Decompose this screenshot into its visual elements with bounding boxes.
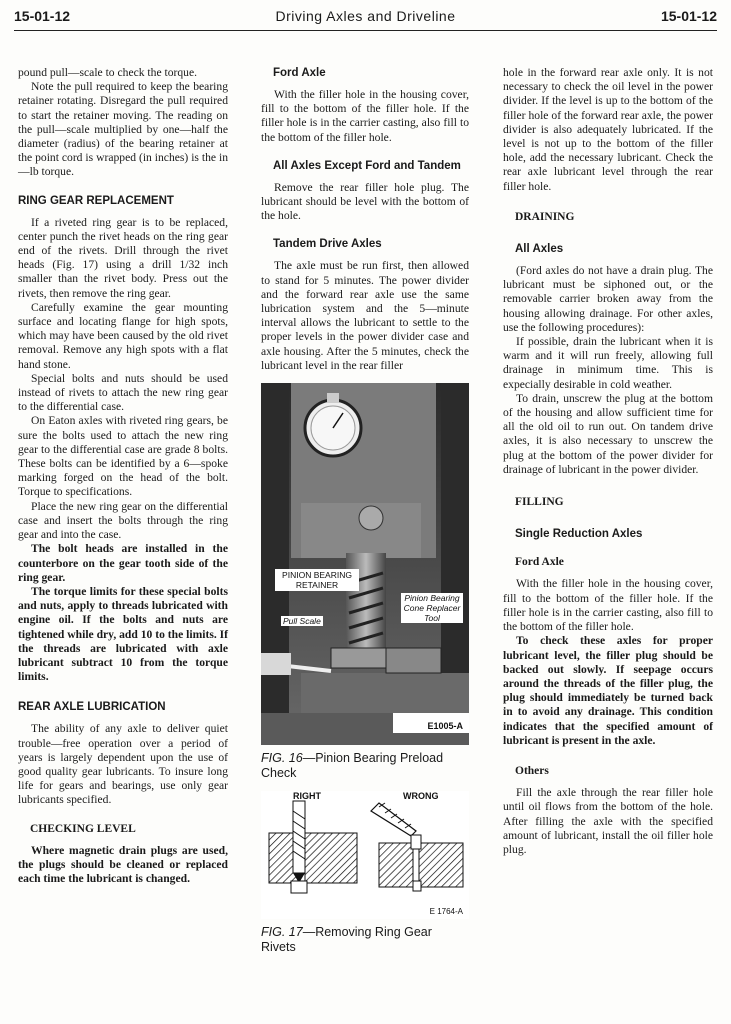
page-title: Driving Axles and Driveline [275,8,456,24]
paragraph: If possible, drain the lubricant when it is warm and it will run freely, allowing full drainage in minimum time. This is expecially desirable in cold weather. [503,335,713,391]
paragraph: Special bolts and nuts should be used instead of rivets to attach the new ring gear to the differential case. [18,371,228,414]
subheading-others: Others [515,764,549,777]
label-wrong: WRONG [403,791,439,802]
page-header [14,6,717,31]
section-heading-draining: DRAINING [515,210,575,223]
page-number-right: 15-01-12 [660,8,717,24]
section-heading-rear-axle-lubrication: REAR AXLE LUBRICATION [18,701,166,714]
section-heading-checking-level: CHECKING LEVEL [30,822,136,835]
paragraph: With the filler hole in the housing cover, fill to the bottom of the filler hole. If the filler hole is in the carrier casting, also fill to the bottom of the filler hole. [261,88,469,144]
figure-16-caption [261,751,469,781]
paragraph: To drain, unscrew the plug at the bottom of the housing and allow sufficient time for all the old oil to run out. On tandem drive axles, it is also necessary to unscrew the plug at the bottom of the power divider for drainage of lubricant in the power divider. [503,391,713,476]
section-heading-filling: FILLING [515,496,564,509]
column-3 [503,66,713,857]
paragraph: Fill the axle through the rear filler hole until oil flows from the bottom of the hole. After filling the axle with the specified amount of lubricant, install the oil filler hole plug. [503,786,713,856]
subheading-single-reduction: Single Reduction Axles [515,528,643,541]
figure-16-photo [261,383,469,745]
subheading-ford-axle: Ford Axle [273,67,326,79]
paragraph: Remove the rear filler hole plug. The lubricant should be level with the bottom of the hole. [261,180,469,223]
figure-17-caption [261,925,469,955]
section-heading-ring-gear: RING GEAR REPLACEMENT [18,194,174,207]
column-1 [18,66,228,886]
figure-17-code: E 1764-A [429,907,463,917]
figure-16-code: E1005-A [427,721,463,732]
label-pull-scale: Pull Scale [283,616,321,627]
paragraph: With the filler hole in the housing cover, fill to the bottom of the filler hole. If the filler hole is in the carrier casting, also fill to the bottom of the filler hole. [503,577,713,634]
paragraph-bold: To check these axles for proper lubricant level, the filler plug should be backed out slowly. If seepage occurs around the threads of the filler plug, the plug should immediately be turned back in to avoid any drainage. This condition indicates that the specified amount of lubricant is present in the axle. [503,634,713,747]
label-pinion-bearing-retainer: PINION BEARING RETAINER [275,569,359,591]
subheading-all-axles: All Axles [515,243,564,256]
paragraph: On Eaton axles with riveted ring gears, be sure the bolts used to attach the new ring gear to the differential case are grade 8 bolts. These bolts can be identified by a 6—spoke marking forged on the head of the bolt. Torque to specifications. [18,414,228,499]
paragraph-bold: The torque limits for these special bolts and nuts, apply to threads lubricated with engine oil. If the bolts and nuts are tightened while dry, add 10 to the limits. If the threads are lubricated with axle lubricant subtract 10 from the torque limits. [18,584,228,684]
page-number-left: 15-01-12 [14,8,71,24]
pinion-preload-photo-graphic [261,383,469,745]
paragraph: pound pull—scale to check the torque. [18,66,198,79]
rivet-removal-drawing [261,791,469,919]
figure-16-caption-text: —Pinion Bearing Preload Check [261,751,444,781]
paragraph-bold: Where magnetic drain plugs are used, the plugs should be cleaned or replaced each time the lubricant is changed. [18,843,228,886]
paragraph: Place the new ring gear on the differential case and insert the bolts through the ring gear and into the case. [18,499,228,542]
paragraph: The axle must be run first, then allowed to stand for 5 minutes. The power divider and the forward rear axle use the same lubrication system and the 5—minute interval allows the lubricant to settle to the proper levels in the power divider case and axle housing. After the 5 minutes, check the lubricant level in the rear filler [261,259,469,372]
subheading-all-axles-except: All Axles Except Ford and Tandem [273,159,461,172]
label-right: RIGHT [293,791,321,802]
paragraph: Note the pull required to keep the bearing retainer rotating. Disregard the pull required to start the retainer moving. The reading on the pull—scale multiplied by one—half the diameter (radius) of the bearing retainer at the point cord is wrapped (in inches) is the in—lb torque. [18,80,228,179]
paragraph: If a riveted ring gear is to be replaced, center punch the rivet heads on the ring gear end of the rivets. Drill through the rivet heads (Fig. 17) using a drill 1/32 inch smaller than the rivet body. Press out the rivets, then remove the ring gear. [18,215,228,300]
subheading-tandem-drive: Tandem Drive Axles [273,238,382,251]
paragraph: hole in the forward rear axle only. It is not necessary to check the oil level in the power divider. If the level is up to the bottom of the filler hole of the forward rear axle, the power divider is also adequately lubricated. If the level is not up to the bottom of the filler hole, add the necessary lubricant. Check the rear axle lubricant level through the rear filler hole. [503,66,713,193]
figure-17-caption-text: —Removing Ring Gear Rivets [261,925,432,955]
label-cone-replacer-tool: Pinion Bearing Cone Replacer Tool [401,593,463,623]
subheading-ford-axle-col3: Ford Axle [515,556,564,569]
figure-17-number: FIG. 17 [261,925,303,940]
paragraph-bold: The bolt heads are installed in the counterbore on the gear tooth side of the ring gear. [18,542,228,584]
figure-16-number: FIG. 16 [261,751,303,766]
paragraph: (Ford axles do not have a drain plug. The lubricant must be siphoned out, or the removable carrier broken away from the housing allowing drainage. For other axles, use the following procedures): [503,264,713,334]
paragraph: The ability of any axle to deliver quiet trouble—free operation over a period of years is largely dependent upon the use of good quality gear lubricants. To insure long life for gears and bearings, use only gear lubricants specified. [18,722,228,807]
column-2 [261,66,469,965]
paragraph: Carefully examine the gear mounting surface and locating flange for high spots, which may have been caused by the old rivet removal. Remove any high spots with a flat hand stone. [18,300,228,371]
figure-17-drawing [261,791,469,919]
